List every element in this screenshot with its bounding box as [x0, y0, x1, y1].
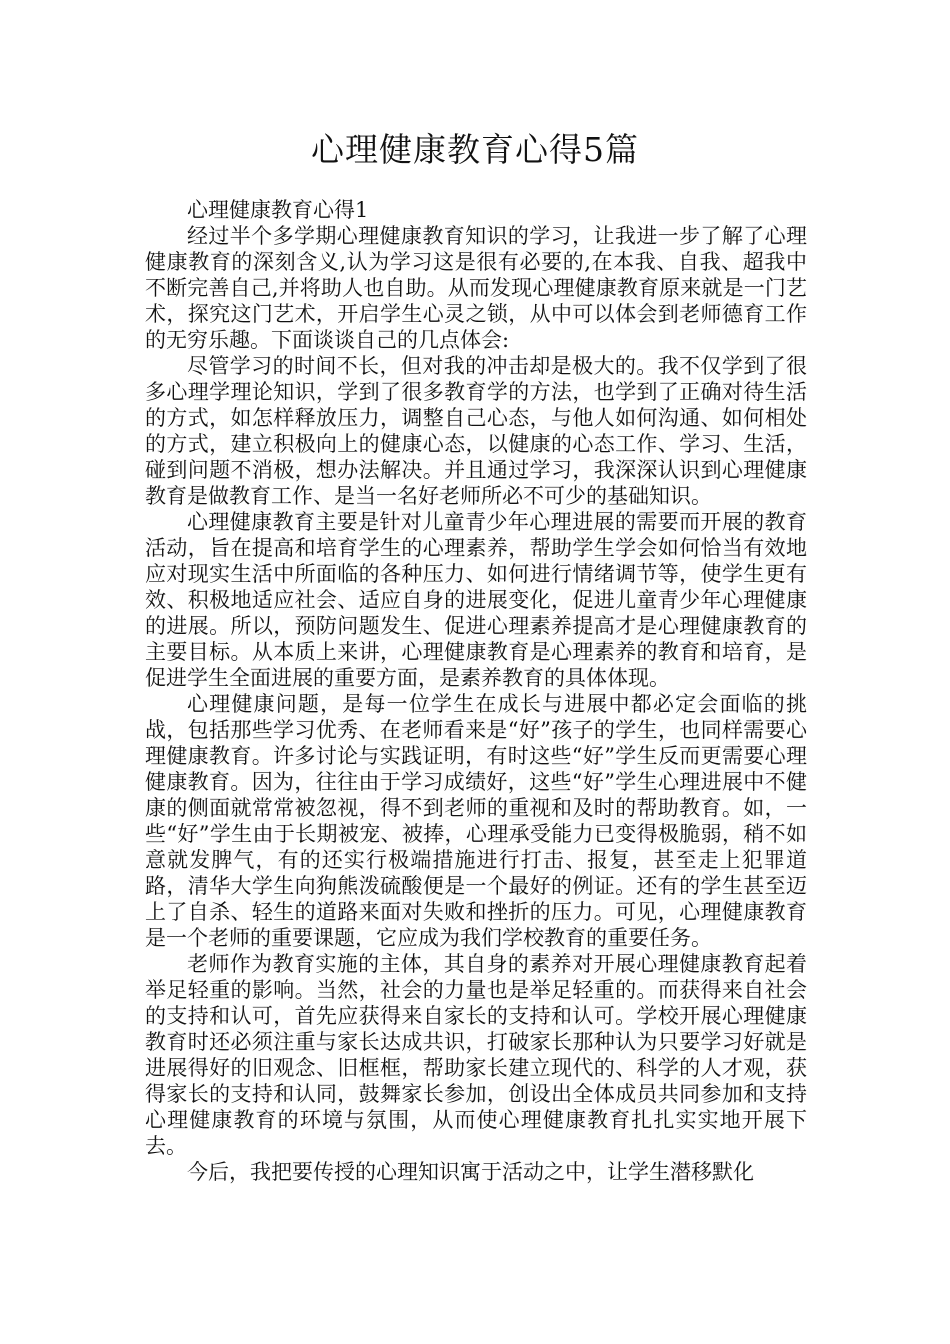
paragraph: 尽管学习的时间不长，但对我的冲击却是极大的。我不仅学到了很多心理学理论知识，学到了很多教育学的方法，也学到了正确对待生活的方式，如怎样释放压力，调整自己心态，与他人如何沟通、如何相处的方式，建立积极向上的健康心态，以健康的心态工作、学习、生活，碰到问题不消极，想办法解决。并且通过学习，我深深认识到心理健康教育是做教育工作、是当一名好老师所必不可少的基础知识。: [145, 354, 807, 508]
document-title: 心理健康教育心得5篇: [311, 130, 639, 169]
paragraph: 心理健康问题，是每一位学生在成长与进展中都必定会面临的挑战，包括那些学习优秀、在老师看来是“好”孩子的学生，也同样需要心理健康教育。许多讨论与实践证明，有时这些“好”学生反而更需要心理健康教育。因为，往往由于学习成绩好，这些“好”学生心理进展中不健康的侧面就常常被忽视，得不到老师的重视和及时的帮助教育。如，一些“好”学生由于长期被宠、被捧，心理承受能力已变得极脆弱，稍不如意就发脾气，有的还实行极端措施进行打击、报复，甚至走上犯罪道路，清华大学生向狗熊泼硫酸便是一个最好的例证。还有的学生甚至迈上了自杀、轻生的道路来面对失败和挫折的压力。可见，心理健康教育是一个老师的重要课题，它应成为我们学校教育的重要任务。: [145, 692, 807, 950]
paragraph: 经过半个多学期心理健康教育知识的学习，让我进一步了解了心理健康教育的深刻含义,认为学习这是很有必要的,在本我、自我、超我中不断完善自己,并将助人也自助。从而发现心理健康教育原来就是一门艺术，探究这门艺术，开启学生心灵之锁，从中可以体会到老师德育工作的无穷乐趣。下面谈谈自己的几点体会:: [145, 224, 807, 352]
paragraph: 老师作为教育实施的主体，其自身的素养对开展心理健康教育起着举足轻重的影响。当然，社会的力量也是举足轻重的。而获得来自社会的支持和认可，首先应获得来自家长的支持和认可。学校开展心理健康教育时还必须注重与家长达成共识，打破家长那种认为只要学习好就是进展得好的旧观念、旧框框，帮助家长建立现代的、科学的人才观，获得家长的支持和认同，鼓舞家长参加，创设出全体成员共同参加和支持心理健康教育的环境与氛围，从而使心理健康教育扎扎实实地开展下去。: [145, 952, 807, 1158]
paragraph: 心理健康教育主要是针对儿童青少年心理进展的需要而开展的教育活动，旨在提高和培育学生的心理素养，帮助学生学会如何恰当有效地应对现实生活中所面临的各种压力、如何进行情绪调节等，使学生更有效、积极地适应社会、适应自身的进展变化，促进儿童青少年心理健康的进展。所以，预防问题发生、促进心理素养提高才是心理健康教育的主要目标。从本质上来讲，心理健康教育是心理素养的教育和培育，是促进学生全面进展的重要方面，是素养教育的具体体现。: [145, 510, 807, 690]
paragraph: 今后，我把要传授的心理知识寓于活动之中，让学生潜移默化: [187, 1160, 754, 1184]
document-body: [145, 197, 807, 1185]
section-heading: 心理健康教育心得1: [187, 198, 369, 222]
